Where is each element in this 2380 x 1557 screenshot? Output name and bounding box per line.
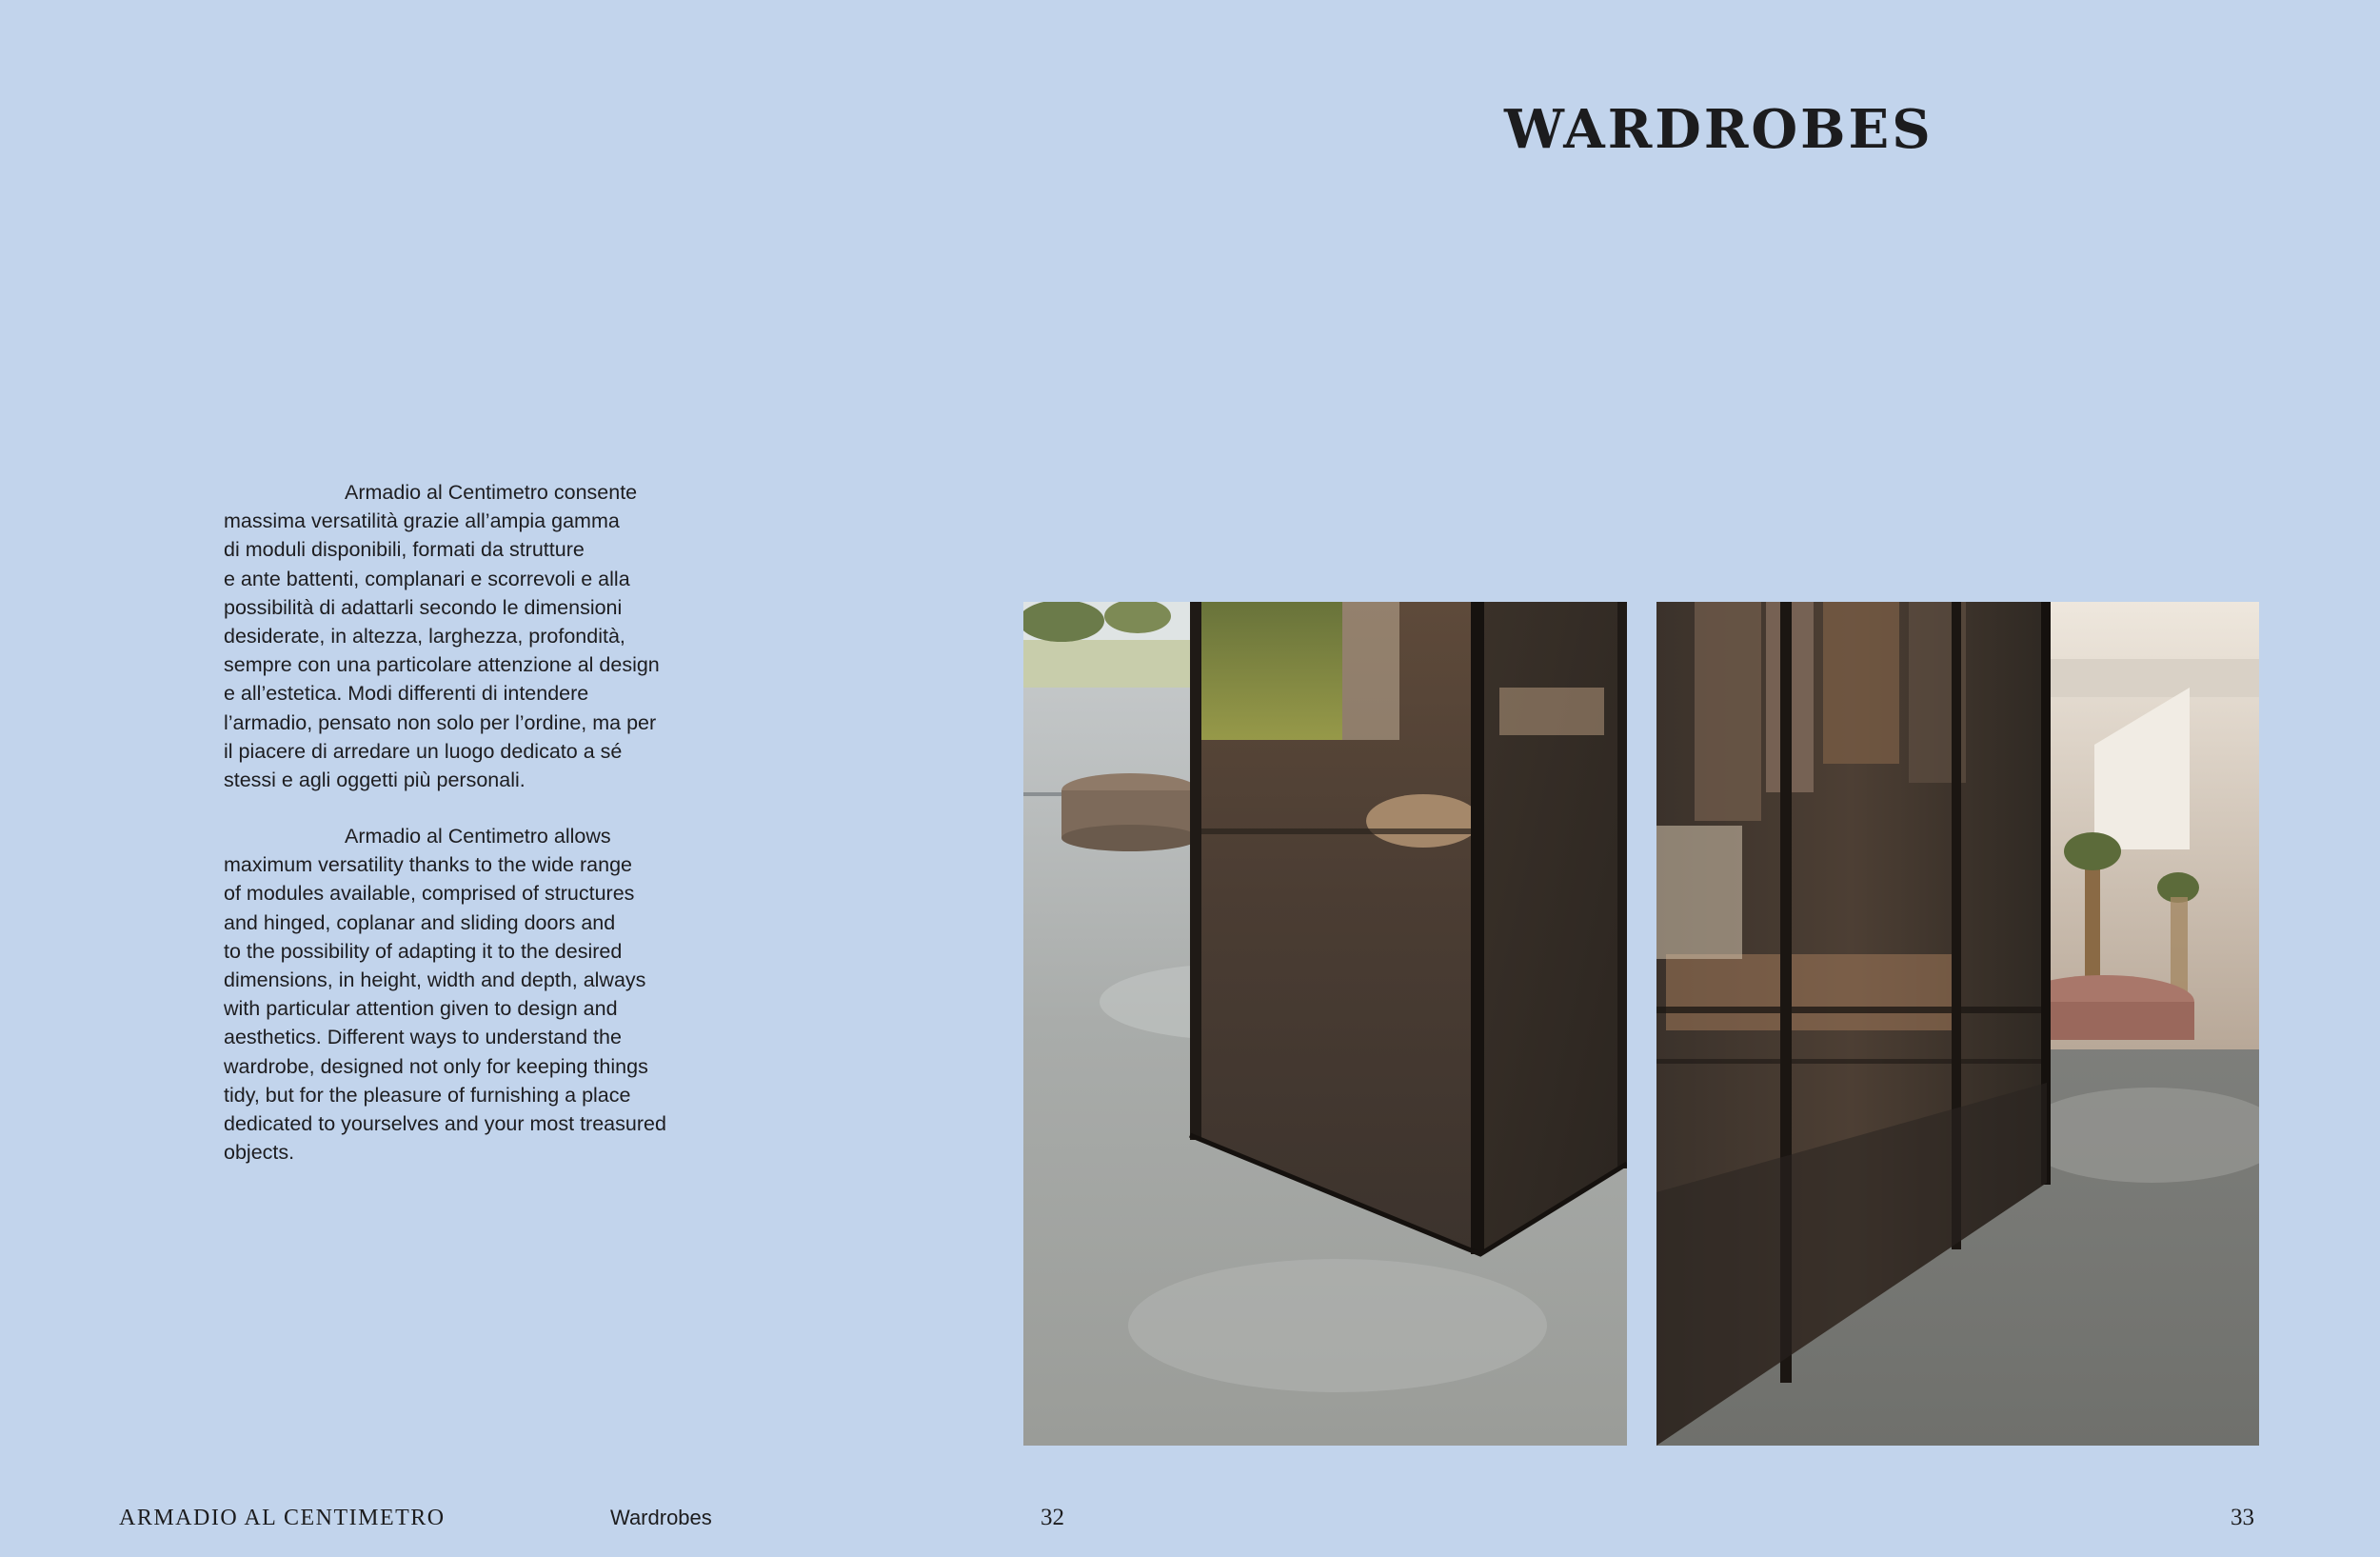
- text-line: objects.: [224, 1141, 295, 1165]
- text-line: desiderate, in altezza, larghezza, profondità,: [224, 625, 625, 649]
- text-line: possibilità di adattarli secondo le dimensioni: [224, 595, 623, 619]
- text-line: e ante battenti, complanari e scorrevoli e alla: [224, 567, 630, 590]
- text-line: to the possibility of adapting it to the desired: [224, 939, 623, 963]
- text-line: of modules available, comprised of structures: [224, 882, 635, 906]
- text-line: il piacere di arredare un luogo dedicato a sé: [224, 739, 623, 763]
- text-line: l’armadio, pensato non solo per l’ordine, ma per: [224, 710, 657, 734]
- text-line: with particular attention given to design and: [224, 997, 618, 1021]
- italian-description: [224, 478, 719, 794]
- text-line: maximum versatility thanks to the wide range: [224, 853, 632, 877]
- text-line: tidy, but for the pleasure of furnishing a place: [224, 1083, 631, 1107]
- english-description: [224, 822, 719, 1167]
- footer-brand: ARMADIO AL CENTIMETRO: [119, 1506, 446, 1530]
- text-line: aesthetics. Different ways to understand the: [224, 1026, 622, 1049]
- text-line: stessi e agli oggetti più personali.: [224, 769, 526, 792]
- text-line: sempre con una particolare attenzione al design: [224, 653, 660, 677]
- text-line: e all’estetica. Modi differenti di intendere: [224, 682, 589, 706]
- text-line: wardrobe, designed not only for keeping things: [224, 1054, 648, 1078]
- page-number-left: 32: [1041, 1505, 1064, 1530]
- text-line: dimensions, in height, width and depth, always: [224, 968, 646, 992]
- page-title: WARDROBES: [1504, 98, 1934, 161]
- text-line: Armadio al Centimetro consente: [345, 481, 638, 504]
- text-line: and hinged, coplanar and sliding doors and: [224, 910, 616, 934]
- text-line: Armadio al Centimetro allows: [345, 825, 611, 848]
- wardrobe-photo-right: [1656, 602, 2259, 1446]
- text-line: massima versatilità grazie all’ampia gamma: [224, 509, 620, 533]
- text-line: dedicated to yourselves and your most treasured: [224, 1112, 666, 1136]
- text-line: di moduli disponibili, formati da strutture: [224, 538, 585, 562]
- footer-section-label: Wardrobes: [610, 1506, 712, 1529]
- wardrobe-photo-left: [1023, 602, 1627, 1446]
- page-number-right: 33: [2231, 1505, 2254, 1530]
